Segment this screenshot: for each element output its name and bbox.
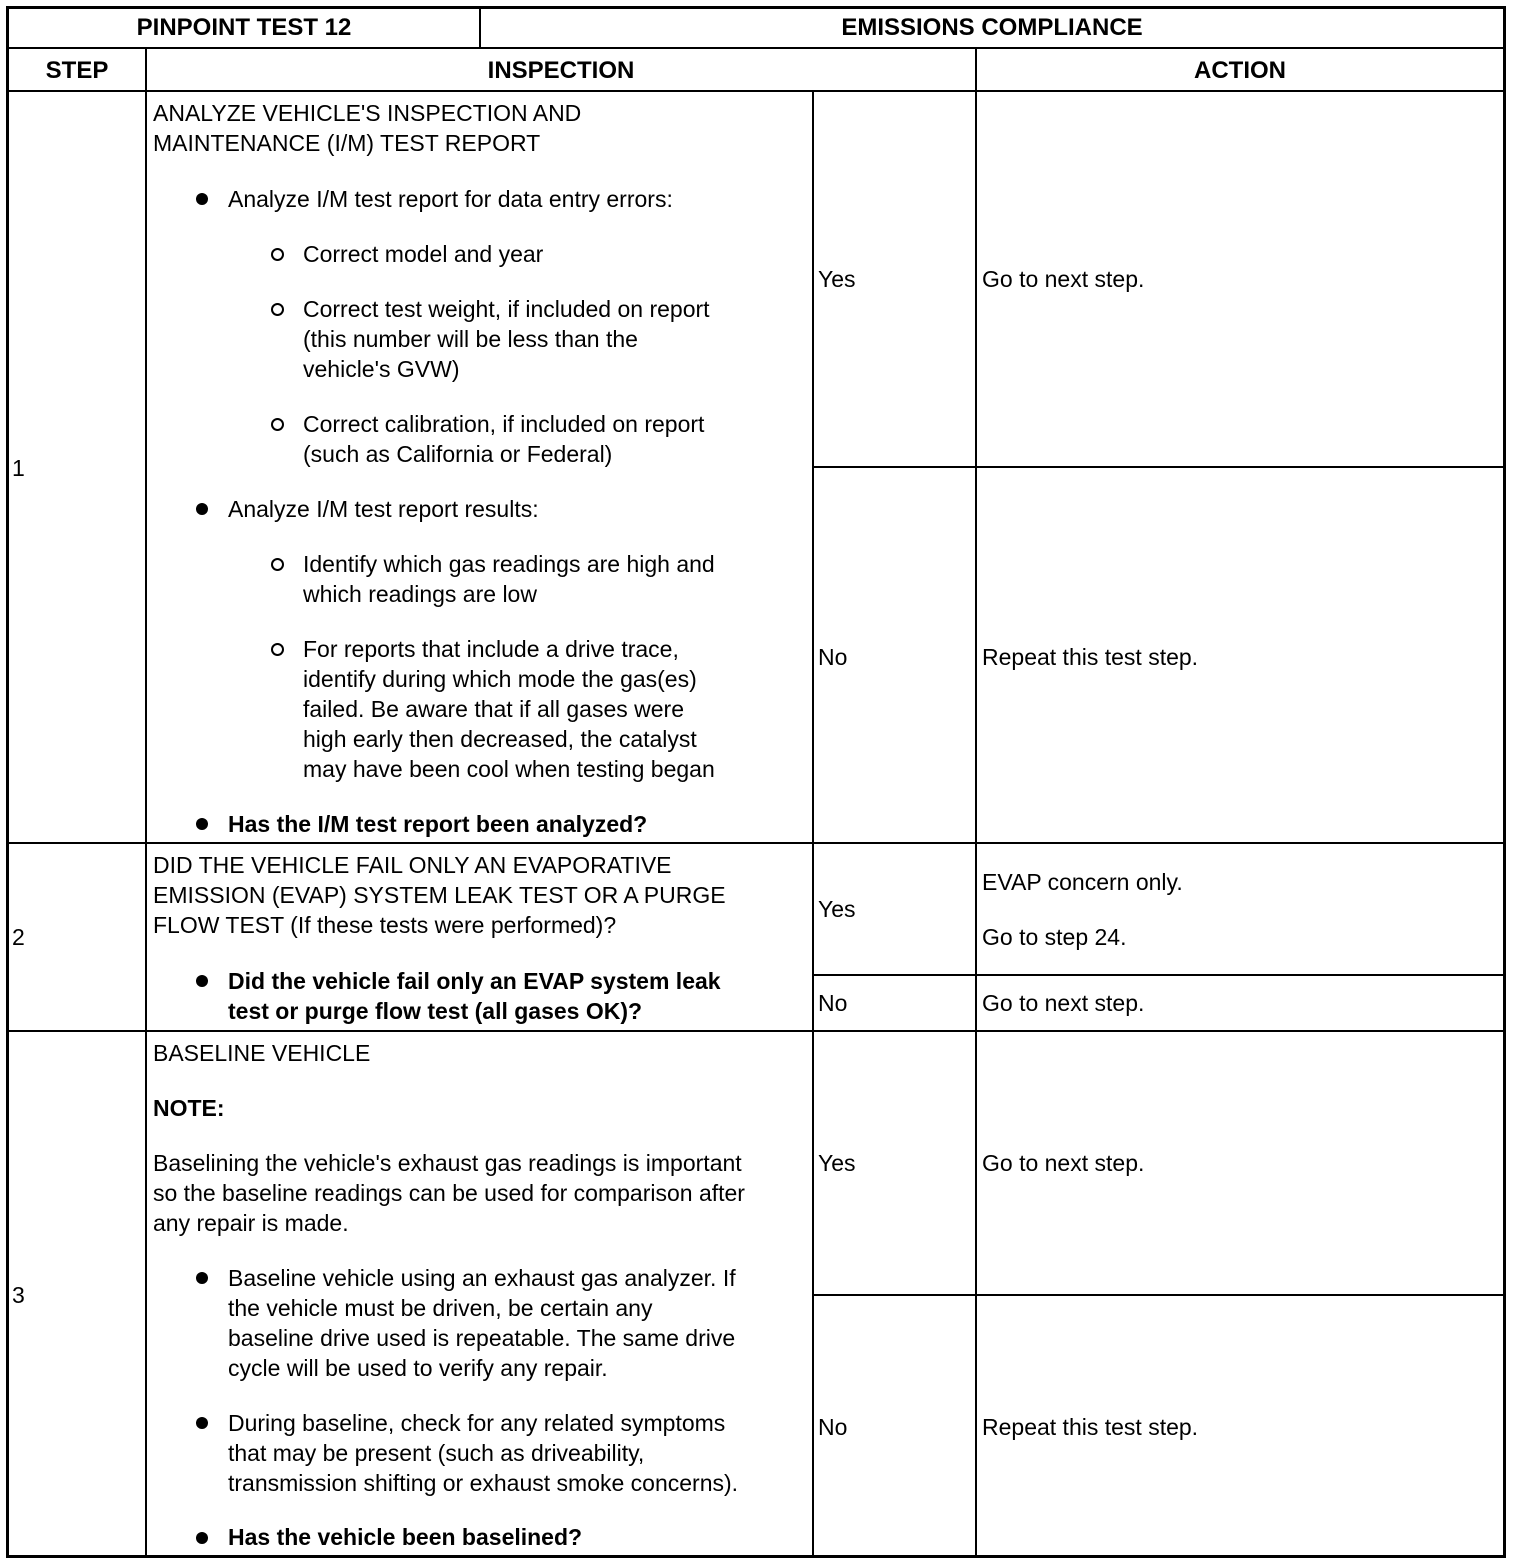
sub-bullet-text	[303, 634, 715, 784]
step-title-line: MAINTENANCE (I/M) TEST REPORT	[153, 130, 541, 156]
action-yes: Go to next step.	[982, 266, 1145, 292]
section-title: EMISSIONS COMPLIANCE	[841, 14, 1143, 41]
step-number: 3	[12, 1282, 25, 1308]
step-title: BASELINE VEHICLE	[153, 1040, 371, 1066]
bullet-text: Analyze I/M test report results:	[228, 496, 539, 522]
note-line: so the baseline readings can be used for comparison after	[153, 1180, 745, 1206]
column-header-inspection: INSPECTION	[487, 57, 635, 84]
step-question: Has the vehicle been baselined?	[228, 1524, 583, 1550]
note-line: any repair is made.	[153, 1210, 349, 1236]
column-header-action: ACTION	[1194, 57, 1286, 84]
rule-answer-col	[812, 91, 814, 1556]
rule-action-col	[975, 48, 977, 1556]
rule-step1-split	[812, 466, 1506, 468]
sub-bullet-icon	[271, 248, 284, 261]
rule-step2-split	[812, 974, 1506, 976]
sub-bullet-text	[303, 549, 715, 609]
bullet-icon	[196, 818, 208, 830]
note-line: Baselining the vehicle's exhaust gas readings is important	[153, 1150, 742, 1176]
sub-bullet-line: may have been cool when testing began	[303, 756, 715, 782]
step-number: 2	[12, 924, 25, 950]
bullet-line: the vehicle must be driven, be certain any	[228, 1295, 653, 1321]
action-no: Go to next step.	[982, 990, 1145, 1016]
sub-bullet-icon	[271, 643, 284, 656]
answer-yes: Yes	[818, 896, 856, 922]
step-title-line: EMISSION (EVAP) SYSTEM LEAK TEST OR A PURGE	[153, 882, 726, 908]
action-yes: Go to next step.	[982, 1150, 1145, 1176]
step-question-line: Did the vehicle fail only an EVAP system leak	[228, 968, 721, 994]
column-header-step: STEP	[45, 57, 109, 84]
bullet-text	[228, 1408, 738, 1498]
bullet-line: transmission shifting or exhaust smoke concerns).	[228, 1470, 739, 1496]
sub-bullet-icon	[271, 418, 284, 431]
rule-title-bottom	[6, 47, 1506, 49]
bullet-line: During baseline, check for any related symptoms	[228, 1410, 726, 1436]
answer-yes: Yes	[818, 266, 856, 292]
sub-bullet-text	[303, 409, 704, 469]
step-question-line: test or purge flow test (all gases OK)?	[228, 998, 643, 1024]
sub-bullet-line: Correct model and year	[303, 241, 544, 267]
sub-bullet-line: (this number will be less than the	[303, 326, 638, 352]
step-title	[153, 98, 581, 158]
step-question	[228, 966, 721, 1026]
sub-bullet-line: Identify which gas readings are high and	[303, 551, 715, 577]
bullet-line: baseline drive used is repeatable. The same drive	[228, 1325, 736, 1351]
action-no: Repeat this test step.	[982, 1414, 1199, 1440]
step-number: 1	[12, 455, 25, 481]
step-title	[153, 850, 726, 940]
sub-bullet-line: (such as California or Federal)	[303, 441, 613, 467]
sub-bullet-text	[303, 294, 710, 384]
rule-step-col	[145, 48, 147, 1556]
sub-bullet-line: Correct test weight, if included on report	[303, 296, 710, 322]
note-text	[153, 1148, 745, 1238]
sub-bullet-line: which readings are low	[303, 581, 537, 607]
pinpoint-test-title: PINPOINT TEST 12	[136, 14, 352, 41]
answer-yes: Yes	[818, 1150, 856, 1176]
step-title-line: ANALYZE VEHICLE'S INSPECTION AND	[153, 100, 582, 126]
rule-step2-bottom	[6, 1030, 1506, 1032]
sub-bullet-line: Correct calibration, if included on report	[303, 411, 705, 437]
answer-no: No	[818, 990, 848, 1016]
rule-colheader-bottom	[6, 90, 1506, 92]
bullet-icon	[196, 193, 208, 205]
sub-bullet-line: vehicle's GVW)	[303, 356, 460, 382]
answer-no: No	[818, 644, 848, 670]
sub-bullet-icon	[271, 558, 284, 571]
action-no: Repeat this test step.	[982, 644, 1199, 670]
sub-bullet-icon	[271, 303, 284, 316]
action-yes-note: EVAP concern only.	[982, 869, 1183, 895]
answer-no: No	[818, 1414, 848, 1440]
action-yes-goto: Go to step 24.	[982, 924, 1127, 950]
bullet-icon	[196, 1532, 208, 1544]
step-title-line: FLOW TEST (If these tests were performed)?	[153, 912, 617, 938]
sub-bullet-line: failed. Be aware that if all gases were	[303, 696, 684, 722]
sub-bullet-text	[303, 239, 543, 269]
bullet-icon	[196, 1417, 208, 1429]
rule-step3-split	[812, 1294, 1506, 1296]
step-question: Has the I/M test report been analyzed?	[228, 811, 648, 837]
sub-bullet-line: For reports that include a drive trace,	[303, 636, 679, 662]
bullet-line: cycle will be used to verify any repair.	[228, 1355, 608, 1381]
step-title-line: DID THE VEHICLE FAIL ONLY AN EVAPORATIVE	[153, 852, 672, 878]
sub-bullet-line: identify during which mode the gas(es)	[303, 666, 697, 692]
bullet-text: Analyze I/M test report for data entry errors:	[228, 186, 673, 212]
sub-bullet-line: high early then decreased, the catalyst	[303, 726, 697, 752]
bullet-icon	[196, 503, 208, 515]
rule-step1-bottom	[6, 842, 1506, 844]
bullet-text	[228, 1263, 736, 1383]
bullet-line: Baseline vehicle using an exhaust gas analyzer. If	[228, 1265, 736, 1291]
bullet-icon	[196, 975, 208, 987]
note-label: NOTE:	[153, 1095, 225, 1121]
bullet-icon	[196, 1272, 208, 1284]
bullet-line: that may be present (such as driveability,	[228, 1440, 645, 1466]
